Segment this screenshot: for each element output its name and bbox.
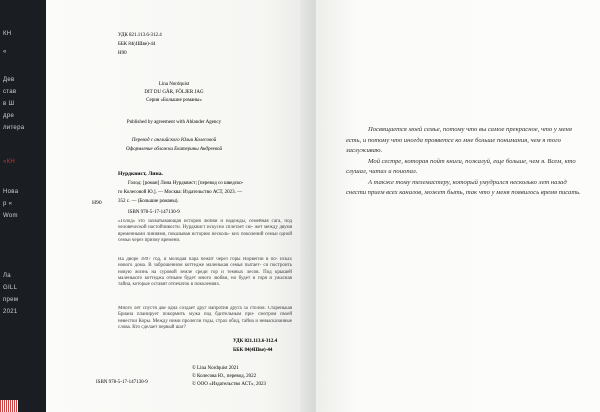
udk-code-bottom: УДК 821.113.6-312.4 bbox=[233, 339, 278, 344]
annotation-paragraph: «Голод» это захватывающая история любви и надежды, семейная сага, под человеческой настойчивости. Нурдквист искусно сплетает сю- жет между двумя временными линиями, показывая историю несколь- ких поколений семьи одной семьи через призму времени. bbox=[118, 219, 292, 243]
cover-text: в Ш bbox=[3, 101, 15, 107]
series-name: Серия «Большие романы» bbox=[146, 98, 202, 103]
cover-design-note: Оформление обложки Екатерины Андреевой bbox=[125, 147, 222, 152]
cover-text: «КН bbox=[3, 159, 16, 165]
bib-code: Н90 bbox=[92, 200, 102, 206]
cover-text: Дев bbox=[3, 77, 15, 83]
cover-text: КН bbox=[3, 31, 12, 37]
cover-text: Wom bbox=[3, 213, 18, 219]
dedication-paragraph: А также тому телемастеру, который умудрился несколько лет назад снести прием всех каналов, может быть, так что у меня появилось время писать. bbox=[346, 178, 581, 196]
cover-text: GILL bbox=[3, 285, 18, 291]
left-page bbox=[46, 0, 316, 412]
original-title: DIT DU GÅR, FÖLJER JAG bbox=[144, 90, 204, 95]
dedication-paragraph: Мой сестре, которая пойт книги, пожалуй, еще больше, чем я. Всем, кто слушал, читал и поиопал. bbox=[346, 157, 576, 175]
cover-text: литера bbox=[3, 125, 25, 131]
cover-text: дре bbox=[3, 113, 15, 119]
isbn-inline: ISBN 978-5-17-147130-9 bbox=[128, 210, 180, 215]
translator-note: Перевод с английского Юлии Колесовой bbox=[131, 138, 217, 143]
isbn-bottom: ISBN 978-5-17-147130-9 bbox=[96, 380, 148, 385]
cover-text: став bbox=[3, 89, 17, 95]
cover-barcode bbox=[0, 400, 18, 412]
copyright-line: © Колесова Ю., перевод, 2022 bbox=[192, 374, 257, 379]
annotation-paragraph: На дворе 1897 год, и молодая пара бежит через горы Норвегии в по- исках нового дома. В заброшенном коттедже маленькая семья пытает- ся построить новую жизнь на суровой земле среди гор и темных лесов. Под крышей маленького коттеджа отныне будет много любви, но будет и горя и ужасная тайна, которые оставят отпечаток в поколениях. bbox=[118, 257, 292, 288]
bib-line: го Колесовой Ю.]. — Москва: Издательство АСТ, 2023. — bbox=[118, 190, 243, 195]
bib-author: Нурдквист, Лина. bbox=[118, 171, 163, 177]
cover-text: Ла bbox=[3, 273, 11, 279]
bbk-code: ББК 84(4Шве)-44 bbox=[118, 42, 156, 47]
cover-text: р « bbox=[3, 201, 13, 207]
dedication-paragraph: Посвящается моей семье, потому что вы самое прекрасное, что у меня есть, и потому что иногда прояветсе ко мне больше понимания, чем я того заслуживаю. bbox=[346, 126, 572, 154]
author-mark: Н90 bbox=[118, 51, 127, 56]
annotation-paragraph: Много лет спустя две одна создает друг напротив друга за столом. Старенькая Бриана планирует покормить мужа под бдительным при- смотром своей невестки Коры. Между ними пролегли годы, страх обид, тайна и невысказанные слова. Кто сделает первый шаг? bbox=[118, 306, 292, 330]
bib-line: 352 с. — (Большие романы). bbox=[118, 199, 179, 204]
dedication bbox=[346, 125, 582, 199]
cover-text: « bbox=[3, 49, 7, 55]
right-page bbox=[316, 0, 600, 412]
bib-line: Голод: [роман] Лина Нурдквист; [перевод со шведско- bbox=[128, 181, 244, 186]
agreement-note: Published by agreement with Ahlander Agency bbox=[126, 120, 222, 125]
udk-code: УДК 821.113.6-312.4 bbox=[118, 33, 162, 38]
copyright-line: © ООО «Издательство АСТ», 2023 bbox=[192, 382, 267, 387]
original-author: Lina Nordquist bbox=[158, 82, 190, 87]
cover-text: Нова bbox=[3, 189, 19, 195]
cover-text: прем bbox=[3, 297, 19, 303]
bbk-code-bottom: ББК 84(4Шве)-44 bbox=[233, 348, 273, 353]
copyright-line: © Lina Nordquist 2021 bbox=[192, 366, 239, 371]
cover-text: 2021 bbox=[3, 309, 18, 315]
